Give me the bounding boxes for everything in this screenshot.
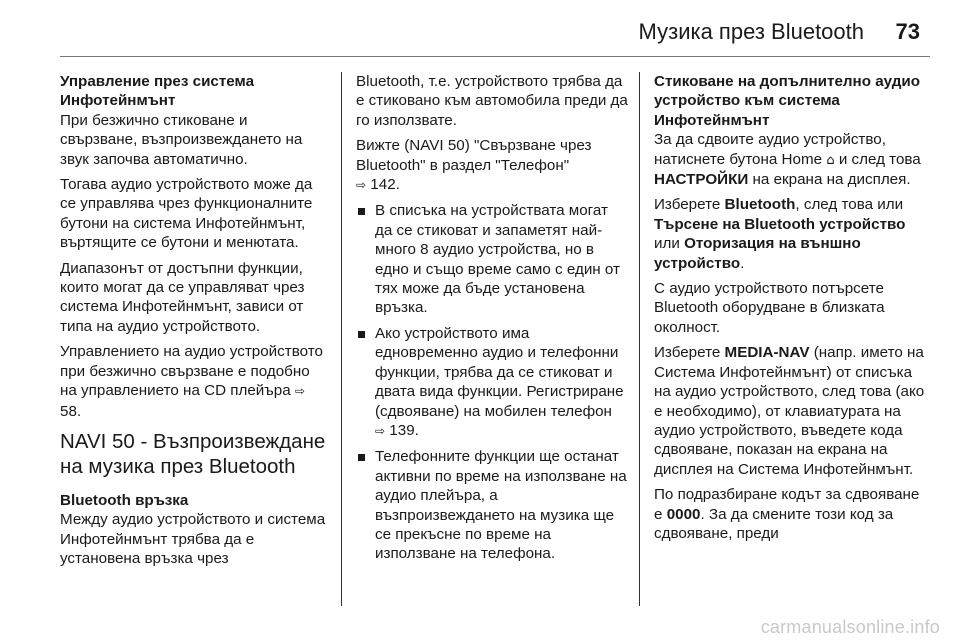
watermark: carmanualsonline.info <box>760 617 940 637</box>
page-ref[interactable]: 142. <box>370 176 400 194</box>
paragraph <box>654 130 932 189</box>
paragraph-text: , след това или <box>795 196 904 214</box>
paragraph-text: . За да смените този код за сдвояване, преди <box>654 505 894 542</box>
paragraph: Между аудио устройството и система Инфотейнмънт трябва да е установена връзка чрез <box>60 511 326 568</box>
paragraph-text: За да сдвоите аудио устройство, натиснете бутона Home <box>654 131 886 168</box>
paragraph-text: Вижте (NAVI 50) "Свързване чрез Bluetooth" в раздел "Телефон" <box>356 137 592 174</box>
page-ref[interactable]: 139. <box>389 421 419 439</box>
paragraph-text: на екрана на дисплея. <box>752 171 911 189</box>
paragraph-text: . <box>740 254 745 272</box>
column-1 <box>60 72 328 575</box>
page-ref-arrow-icon: ⇨ <box>356 178 367 193</box>
heading-pair-device: Стиковане на допълнително аудио устройство към система Инфотейнмънт <box>654 73 920 129</box>
paragraph <box>60 342 328 421</box>
column-divider-2 <box>639 72 640 606</box>
page-ref-arrow-icon: ⇨ <box>375 423 386 438</box>
column-3 <box>654 72 932 549</box>
paragraph-text: и след това <box>838 150 921 168</box>
authorize-device-label: Оторизация на външно устройство <box>654 235 861 272</box>
header-title: Музика през Bluetooth <box>638 19 864 44</box>
paragraph: Bluetooth, т.е. устройството трябва да е стиковано към автомобила преди да го използвате. <box>356 73 628 129</box>
media-nav-label: MEDIA-NAV <box>724 344 810 362</box>
list-item <box>356 324 628 441</box>
page-header <box>0 14 960 50</box>
header-rule <box>60 56 930 57</box>
paragraph-text: Изберете <box>654 196 721 214</box>
paragraph-text: По подразбиране кодът за сдвояване е <box>654 486 920 523</box>
page-ref[interactable]: 58. <box>60 402 82 420</box>
paragraph-text: (напр. името на Система Инфотейнмънт) от списъка на аудио устройството, след това (ако е необходимо), от клавиатурата на аудио устройството, въведете кода сдвояване, показан на екрана на дисплея на Система Инфотейнмънт. <box>654 344 925 478</box>
bluetooth-label: Bluetooth <box>724 196 796 214</box>
settings-label: НАСТРОЙКИ <box>654 171 749 189</box>
home-icon: ⌂ <box>826 152 835 168</box>
heading-bluetooth-connection: Bluetooth връзка <box>60 491 189 509</box>
list-item: Телефонните функции ще останат активни по време на използване на аудио плейъра, а възпроизвеждането на музика ще се прекъсне по време на използване на телефона. <box>356 447 628 563</box>
search-bluetooth-label: Търсене на Bluetooth устройство <box>654 215 906 233</box>
paragraph: Диапазонът от достъпни функции, които могат да се управляват чрез система Инфотейнмънт, зависи от типа на аудио устройството. <box>60 259 305 335</box>
paragraph: При безжично стиковане и свързване, възпроизвеждането на звук започва автоматично. <box>60 111 303 168</box>
list-item: В списъка на устройствата могат да се стиковат и запаметят най-много 8 аудио устройства, но в едно и също време само с един от тях може да бъде установена връзка. <box>356 201 628 317</box>
heading-navi50: NAVI 50 - Възпроизвеждане на музика през Bluetooth <box>60 429 326 478</box>
paragraph-text: Управлението на аудио устройството при безжично свързване е подобно на управлението на CD плейъра <box>60 343 323 400</box>
paragraph: Тогава аудио устройството може да се управлява чрез функционалните бутони на система Инфотейнмънт, въртящите се бутони и менютата. <box>60 176 313 252</box>
paragraph <box>356 136 628 195</box>
paragraph <box>654 195 932 273</box>
paragraph: С аудио устройството потърсете Bluetooth оборудване в близката околност. <box>654 280 885 336</box>
paragraph-text: Изберете <box>654 344 721 362</box>
page-ref-arrow-icon: ⇨ <box>294 384 305 399</box>
list-item-text: Ако устройството има едновременно аудио и телефонни функции, трябва да се стиковат и двата вида функции. Регистриране (сдвояване) на мобилен телефон <box>375 324 624 420</box>
column-divider-1 <box>341 72 342 606</box>
pairing-code: 0000 <box>666 505 701 523</box>
bullet-list <box>356 201 628 563</box>
paragraph <box>654 485 932 543</box>
paragraph <box>654 343 932 479</box>
paragraph-text: или <box>654 235 680 253</box>
column-2 <box>356 72 628 570</box>
heading-control: Управление през система Инфотейнмънт <box>60 73 255 110</box>
page-number: 73 <box>895 19 920 44</box>
